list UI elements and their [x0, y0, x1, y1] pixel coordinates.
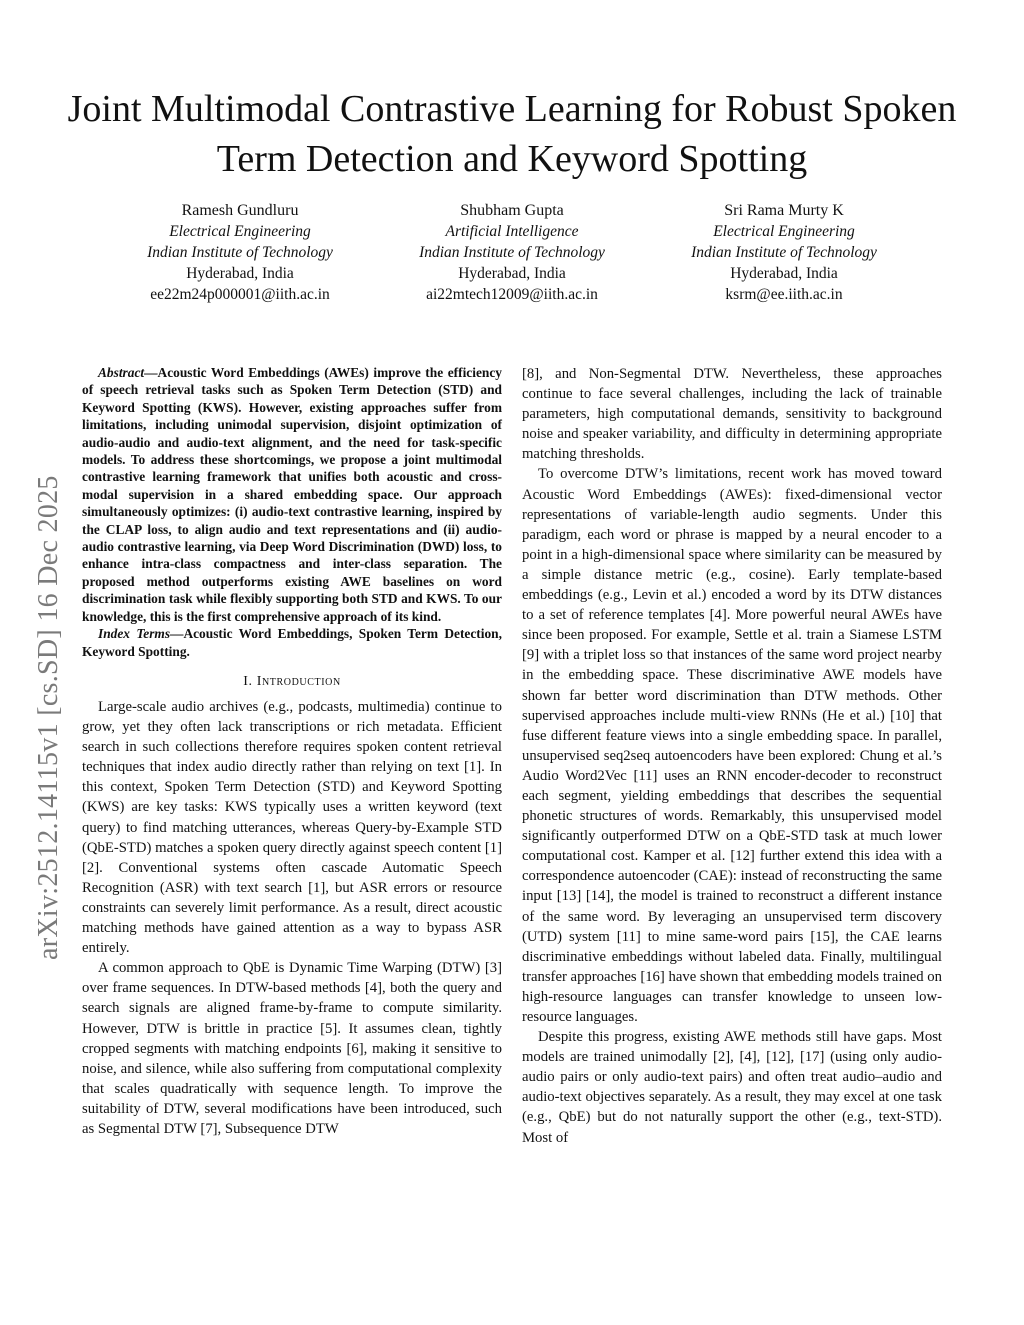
paragraph: Despite this progress, existing AWE methods still have gaps. Most models are trained unimodally [2], [4], [12], [17] (using only audio-audio pairs or only audio-text pairs) and often treat audio–audio and audio-text objectives separately. As a result, they may excel at one task (e.g., QbE) but do not naturally support the other (e.g., text-STD). Most of — [522, 1029, 942, 1146]
paper-title: Joint Multimodal Contrastive Learning for Robust Spoken Term Detection and Keyword Spotting — [67, 88, 957, 180]
right-column — [522, 364, 942, 1148]
author-department: Electrical Engineering — [169, 223, 311, 240]
index-terms — [82, 625, 502, 660]
author-2 — [382, 200, 642, 305]
author-1 — [110, 200, 370, 305]
author-institute: Indian Institute of Technology — [147, 244, 333, 261]
author-email: ee22m24p000001@iith.ac.in — [150, 286, 330, 303]
author-department: Electrical Engineering — [713, 223, 855, 240]
author-institute: Indian Institute of Technology — [419, 244, 605, 261]
arxiv-identifier: arXiv:2512.14115v1 [cs.SD] 16 Dec 2025 — [33, 475, 64, 960]
author-name: Sri Rama Murty K — [724, 202, 844, 219]
section-number: I. — [243, 673, 253, 689]
author-block — [110, 200, 914, 305]
abstract — [82, 364, 502, 625]
paragraph: To overcome DTW’s limitations, recent work has moved toward Acoustic Word Embeddings (AWEs): fixed-dimensional vector representations of variable-length audio segments. Under this paradigm, each word or phrase is mapped by a neural encoder to a point in a high-dimensional space where similarity can be measured by a simple distance metric (e.g., cosine). Early template-based embeddings (e.g., Levin et al.) encoded a word by its DTW distances to a set of reference templates [4]. More powerful neural AWEs have since been proposed. For example, Settle et al. train a Siamese LSTM [9] with a triplet loss so that instances of the same word project nearby in the embedding space. These discriminative AWE models have shown far better word discrimination than DTW methods. Other supervised approaches include multi-view RNNs (He et al.) [10] that fuse different feature views into a single embedding space. In parallel, unsupervised seq2seq autoencoders have been explored: Chung et al.’s Audio Word2Vec [11] uses an RNN encoder-decoder to reconstruct each segment, yielding embeddings that describes the sequential phonetic structures of words. Remarkably, this unsupervised model significantly outperformed DTW on a QbE-STD task at much lower computational cost. Kamper et al. [12] further extend this idea with a correspondence autoencoder (CAE): instead of reconstructing the same input [13] [14], the model is trained to reconstruct a different instance of the same word. By leveraging an unsupervised term discovery (UTD) system [11] to mine same-word pairs [15], the CAE learns discriminative embeddings without labeled data. Finally, multilingual transfer approaches [16] have shown that embedding models trained on high-resource languages can transfer knowledge to unseen low-resource languages. — [522, 466, 942, 1025]
author-institute: Indian Institute of Technology — [691, 244, 877, 261]
author-email: ai22mtech12009@iith.ac.in — [426, 286, 598, 303]
author-department: Artificial Intelligence — [445, 223, 579, 240]
author-location: Hyderabad, India — [458, 265, 566, 282]
author-name: Shubham Gupta — [460, 202, 564, 219]
author-name: Ramesh Gundluru — [181, 202, 299, 219]
author-email: ksrm@ee.iith.ac.in — [725, 286, 843, 303]
author-location: Hyderabad, India — [730, 265, 838, 282]
index-terms-text: —Acoustic Word Embeddings, Spoken Term Detection, Keyword Spotting. — [82, 626, 502, 659]
paragraph: [8], and Non-Segmental DTW. Nevertheless, these approaches continue to face several challenges, including the lack of trainable parameters, high computational demands, sensitivity to background noise and speaker variability, and difficulty in determining appropriate matching thresholds. — [522, 366, 942, 463]
abstract-label: Abstract — [98, 365, 145, 380]
author-location: Hyderabad, India — [186, 265, 294, 282]
index-terms-label: Index Terms — [98, 626, 171, 642]
author-3 — [654, 200, 914, 305]
section-title: Introduction — [256, 673, 341, 689]
abstract-text: —Acoustic Word Embeddings (AWEs) improve the efficiency of speech retrieval tasks such as Spoken Term Detection (STD) and Keyword Spotting (KWS). However, existing approaches suffer from limitations, including unimodal supervision, disjoint optimization of audio-audio and audio-text alignment, and the need for task-specific models. To address these shortcomings, we propose a joint multimodal contrastive learning framework that unifies both acoustic and cross-modal supervision in a shared embedding space. Our approach simultaneously optimizes: (i) audio-text contrastive learning, inspired by the CLAP loss, to align audio and text representations and (ii) audio-audio contrastive learning, via Deep Word Discrimination (DWD) loss, to enhance intra-class compactness and inter-class separation. The proposed method outperforms existing AWE baselines on word discrimination task while flexibly supporting both STD and KWS. To our knowledge, this is the first comprehensive approach of its kind. — [82, 365, 502, 624]
left-column — [82, 364, 502, 1139]
paragraph: Large-scale audio archives (e.g., podcasts, multimedia) continue to grow, yet they often lack transcriptions or rich metadata. Efficient search in such collections therefore requires spoken content retrieval techniques that index audio directly rather than relying on text [1]. In this context, Spoken Term Detection (STD) and Keyword Spotting (KWS) are key tasks: KWS typically uses a written keyword (text query) to find matching utterances, whereas Query-by-Example STD (QbE-STD) matches a spoken query directly against speech content [1] [2]. Conventional systems often cascade Automatic Speech Recognition (ASR) with text search [1], but ASR errors or resource constraints can severely limit performance. As a result, direct acoustic matching methods have gained attention as a way to bypass ASR entirely. — [82, 699, 502, 957]
paragraph: A common approach to QbE is Dynamic Time Warping (DTW) [3] over frame sequences. In DTW-based methods [4], both the query and search signals are aligned frame-by-frame to compute similarity. However, DTW is brittle in practice [5]. It assumes clean, tightly cropped segments with matching endpoints [6], making it sensitive to noise, and silence, while also suffering from computational complexity that scales quadratically with sequence length. To improve the suitability of DTW, several modifications have been introduced, such as Segmental DTW [7], Subsequence DTW — [82, 960, 502, 1137]
section-heading — [82, 672, 502, 692]
